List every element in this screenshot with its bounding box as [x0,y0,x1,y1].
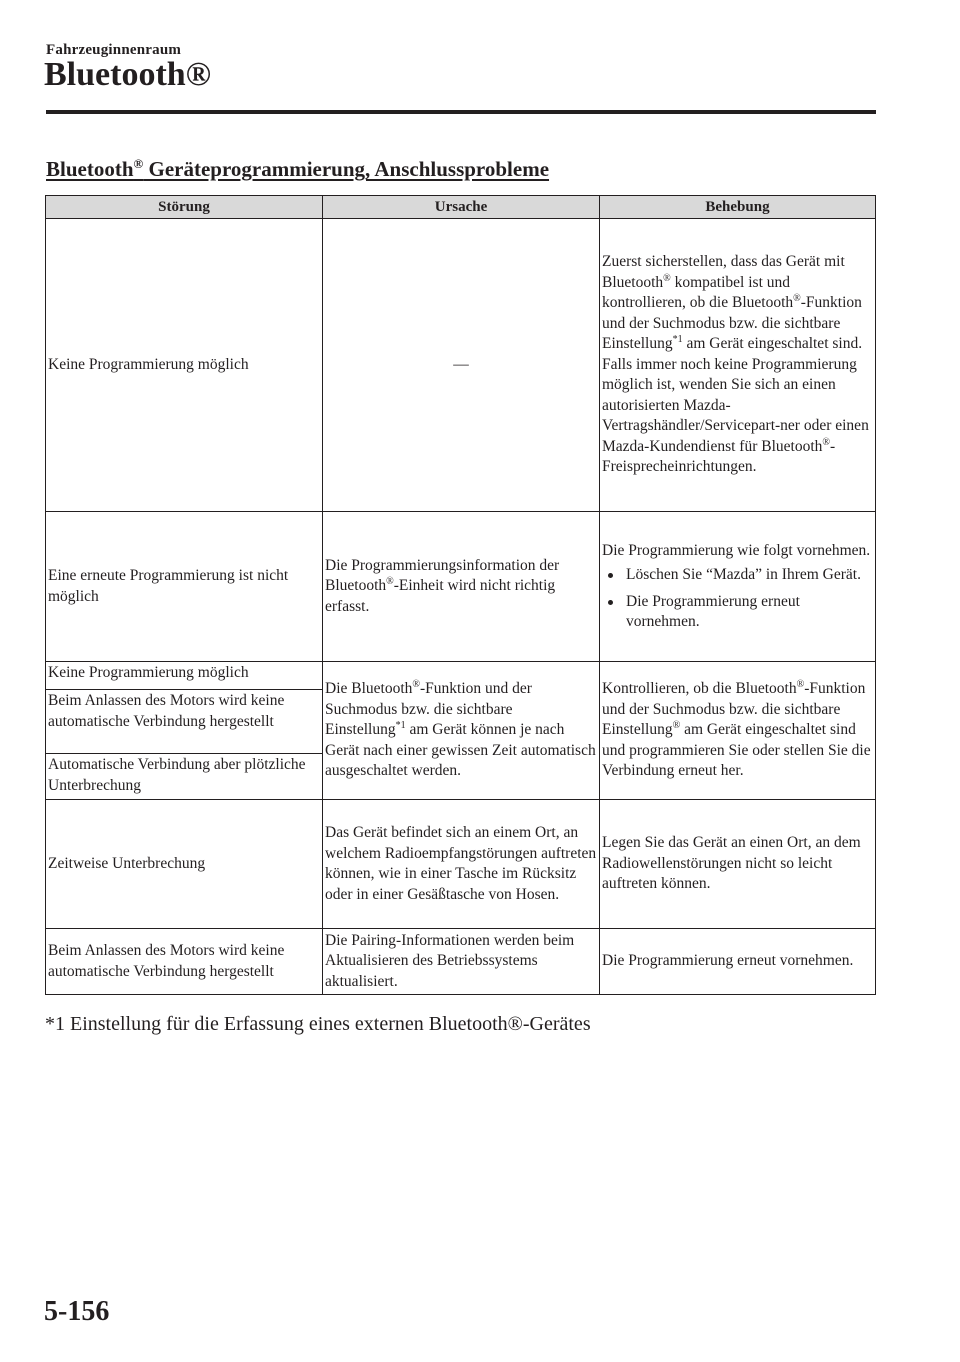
fix-intro: Die Programmierung wie folgt vornehmen. [602,541,871,559]
fix-cell: Zuerst sicherstellen, dass das Gerät mit Bluetooth® kompatibel ist und kontrollieren, ob die Bluetooth®-Funktion und der Suchmodus bzw. die sichtbare Einstellung$^{*1}$ am Gerät eingeschaltet sind. Falls immer noch keine Programmierung möglich ist, wenden Sie sich an einen autorisierten Mazda-Vertragshändler/Servicepart-ner oder einen Mazda-Kundendienst für Bluetooth®-Freisprecheinrichtungen. [600,219,876,512]
table-row [46,512,876,662]
cause-cell: Die Bluetooth®-Funktion und der Suchmodus bzw. die sichtbare Einstellung$^{*1}$ am Gerät können je nach Gerät nach einer gewissen Zeit automatisch ausgeschaltet werden. [323,662,600,800]
table-row [46,662,876,690]
cause-cell: Die Programmierungsinformation der Bluetooth®-Einheit wird nicht richtig erfasst. [323,512,600,662]
problem-cell: Beim Anlassen des Motors wird keine automatische Verbindung hergestellt [46,929,323,995]
cause-cell: Die Pairing-Informationen werden beim Aktualisieren des Betriebssystems aktualisiert. [323,929,600,995]
troubleshooting-table [45,195,876,995]
table-row [46,219,876,512]
column-header-fix: Behebung [600,196,876,219]
problem-cell: Beim Anlassen des Motors wird keine automatische Verbindung hergestellt [46,690,323,754]
fix-cell: Kontrollieren, ob die Bluetooth®-Funktion und der Suchmodus bzw. die sichtbare Einstellung® am Gerät eingeschaltet sind und programmieren Sie oder stellen Sie die Verbindung erneut her. [600,662,876,800]
section-heading [46,156,549,182]
table-row [46,800,876,929]
problem-cell: Eine erneute Programmierung ist nicht möglich [46,512,323,662]
heading-trademark: ® [133,156,144,171]
problem-cell: Keine Programmierung möglich [46,662,323,690]
fix-steps-list [602,565,873,633]
problem-cell: Zeitweise Unterbrechung [46,800,323,929]
column-header-problem: Störung [46,196,323,219]
heading-text-pre: Bluetooth [46,157,134,181]
cause-cell: — [323,219,600,512]
column-header-cause: Ursache [323,196,600,219]
list-item: Löschen Sie “Mazda” in Ihrem Gerät. [602,565,873,586]
page-number: 5-156 [44,1296,110,1327]
table-header-row [46,196,876,219]
title-divider [46,110,876,114]
heading-text-post: Geräteprogrammierung, Anschlussprobleme [143,157,550,181]
table-row [46,929,876,995]
fix-cell [600,512,876,662]
cause-cell: Das Gerät befindet sich an einem Ort, an welchem Radioempfangstörungen auftreten können, wie in einer Tasche im Rücksitz oder in einer Gesäßtasche von Hosen. [323,800,600,929]
problem-cell: Automatische Verbindung aber plötzliche Unterbrechung [46,754,323,800]
problem-cell: Keine Programmierung möglich [46,219,323,512]
list-item: Die Programmierung erneut vornehmen. [602,592,873,633]
footnote: *1 Einstellung für die Erfassung eines externen Bluetooth®-Gerätes [45,1013,591,1035]
fix-cell: Legen Sie das Gerät an einen Ort, an dem Radiowellenstörungen nicht so leicht auftreten können. [600,800,876,929]
fix-cell: Die Programmierung erneut vornehmen. [600,929,876,995]
chapter-title: Bluetooth® [44,56,212,93]
section-label: Fahrzeuginnenraum [46,42,182,58]
